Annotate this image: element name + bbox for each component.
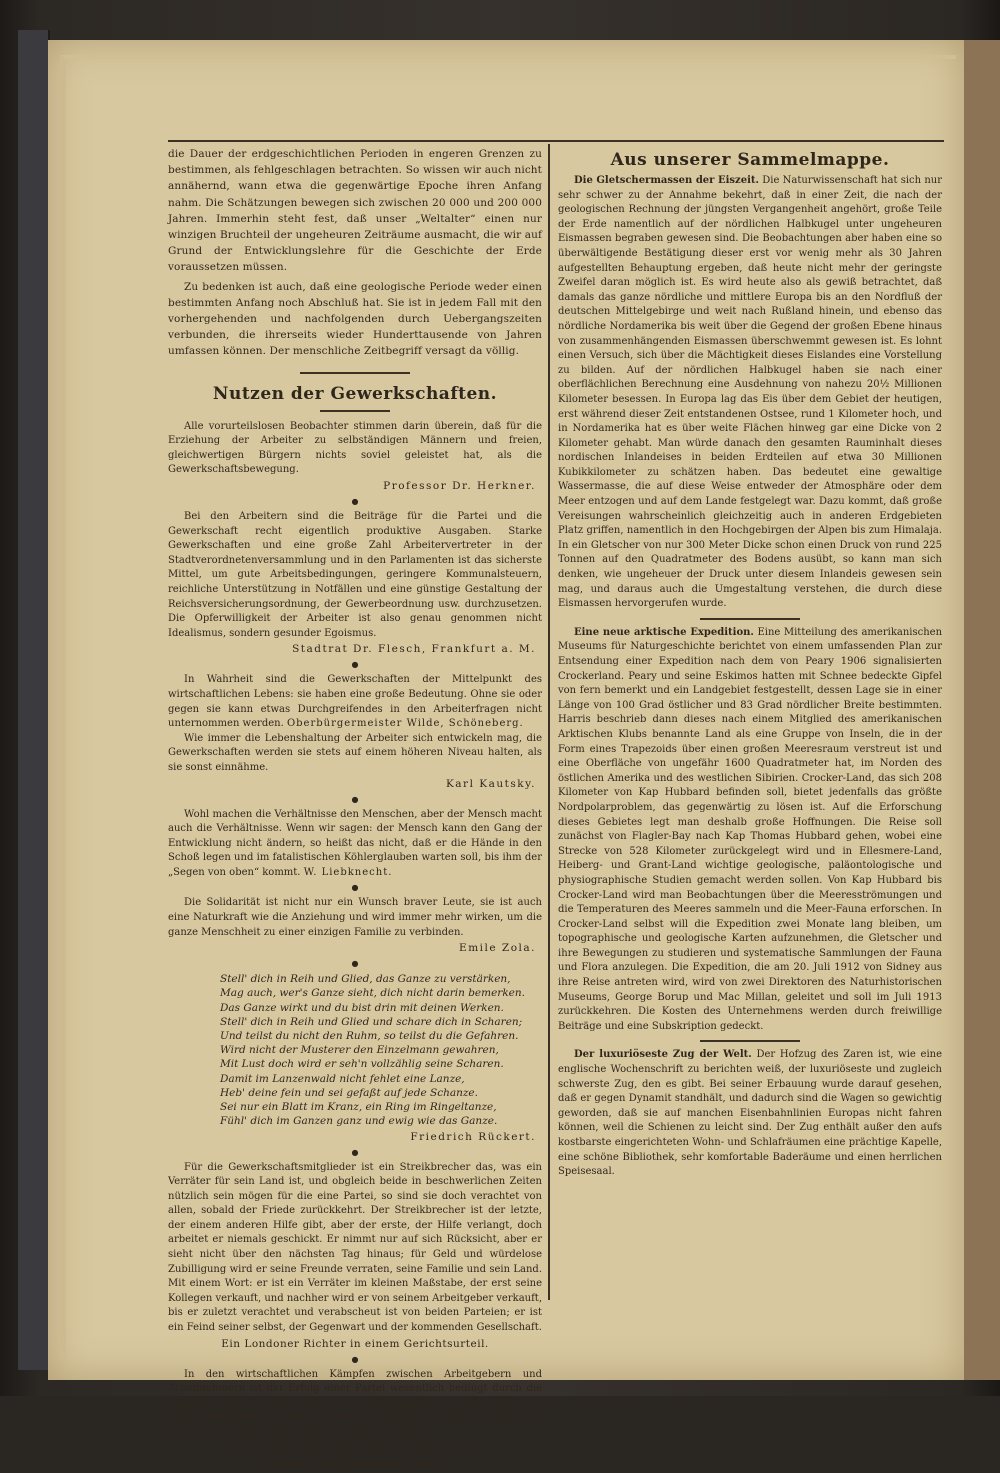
article-glaciers <box>558 174 942 612</box>
poem-line: Damit im Lanzenwald nicht fehlet eine Lanze, <box>220 1072 465 1085</box>
quote-liebknecht-author: W. Liebknecht. <box>303 866 393 878</box>
left-column <box>168 146 542 1473</box>
section-headline: Nutzen der Gewerkschaften. <box>212 383 498 404</box>
separator-dot: ● <box>351 1354 359 1364</box>
quote-zola-author: Emile Zola. <box>459 942 536 955</box>
intro-paragraph-2: Zu bedenken ist auch, daß eine geologische Periode weder einen bestimmten Anfang noch Abschluß hat. Sie ist in jedem Fall mit den vorhergehenden und nachfolgenden durch Uebergangszeiten verbunden, die ihrerseits wieder Hunderttausende von Jahren umfassen können. Der menschliche Zeitbegriff versagt da völlig. <box>168 280 542 358</box>
quote-liebknecht <box>168 808 542 881</box>
quote-liebknecht-text: Wohl machen die Verhältnisse den Menschen, aber der Mensch macht auch die Verhältnisse. Wenn wir sagen: der Mensch kann den Gang der Entwicklung nicht ändern, so heißt das nicht, daß er die Hände in den Schoß legen und im fatalistischen Köhlerglauben warten soll, bis ihm der „Segen von oben“ kommt. <box>168 808 542 878</box>
article-train-title: Der luxuriöseste Zug der Welt. <box>574 1049 752 1061</box>
separator-dot: ● <box>351 883 359 893</box>
separator-dot: ● <box>351 959 359 969</box>
poem-author: Friedrich Rückert. <box>410 1130 536 1143</box>
separator-dot: ● <box>351 794 359 804</box>
book-binding-left <box>18 30 50 1370</box>
article-glaciers-title: Die Gletschermassen der Eiszeit. <box>574 175 759 186</box>
quote-flesch-author: Stadtrat Dr. Flesch, Frankfurt a. M. <box>292 643 536 656</box>
quote-zola: Die Solidarität ist nicht nur ein Wunsch braver Leute, sie ist auch eine Naturkraft wie die Anziehung und wird immer mehr wirken, um die ganze Menschheit zu einer einzigen Familie zu verbinden. <box>168 897 542 938</box>
poem-line: Und teilst du nicht den Ruhm, so teilst du die Gefahren. <box>220 1030 519 1043</box>
article-glaciers-text: Die Naturwissenschaft hat sich nur sehr schwer zu der Annahme bekehrt, daß in einer Zeit, die nach der geologischen Rechnung der jüngsten Vergangenheit angehört, große Teile der Erde namentlich auf der nördlichen Halbkugel unter ungeheuren Eismassen begraben gewesen sind. Die Beobachtungen aber haben eine so überwältigende Bestätigung dieser erst vor wenig mehr als 30 Jahren aufgestellten Behauptung ergeben, daß heute nicht mehr der geringste Zweifel daran möglich ist. Es wird heute also als gewiß betrachtet, daß damals das ganze nördliche und mittlere Europa bis an den Nordfluß der deutschen Mittelgebirge und weit nach Rußland hinein, und ebenso das nördliche Nordamerika bis weit über die Gegend der großen Ebene hinaus von zusammenhängenden Eismassen überschwemmt gewesen ist. Es lohnt einen Versuch, sich über die Mächtigkeit dieses Eislandes eine Vorstellung zu bilden. Auf der nördlichen Halbkugel haben sie nach einer oberflächlichen Berechnung eine Ausdehnung von nahezu 20½ Millionen Kilometer besessen. In Europa lag das Eis über dem Gebiet der heutigen, erst während dieser Zeit entstandenen Ostsee, rund 1 Kilometer hoch, und in Nordamerika hat es über weite Flächen hinweg gar eine Dicke von 2 Kilometer gehabt. Man würde danach den gesamten Rauminhalt dieses nordischen Inlandeises in beiden Erdteilen auf etwa 30 Millionen Kubikkilometer zu schätzen haben. Das bedeutet eine gewaltige Wassermasse, die auf diese Weise entweder der Atmosphäre oder dem Meer entzogen und auf dem Lande festgelegt war. Dazu kommt, daß große Vereisungen wahrscheinlich gleichzeitig auch in anderen Erdgebieten Platz griffen, namentlich in den Hochgebirgen der Alpen bis zum Himalaja. In ein Gletscher von nur 300 Meter Dicke schon einen Druck von rund 225 Tonnen auf den Quadratmeter des Bodens ausübt, so kann man sich denken, wie ungeheuer der Druck unter diesem Inlandeis gewesen sein mag, und daraus auch die Umgestaltung verstehen, die durch diese Eismassen hervorgerufen wurde. <box>558 175 942 610</box>
poem-line: Sei nur ein Blatt im Kranz, ein Ring im Ringeltanze, <box>220 1101 497 1114</box>
quote-flesch: Bei den Arbeitern sind die Beiträge für die Partei und die Gewerkschaft recht eigentlich produktive Ausgaben. Starke Gewerkschaften und eine große Zahl Arbeitervertreter in der Stadtverordnetenversammlung und in den Parlamenten ist das sicherste Mittel, um gute Arbeitsbedingungen, geringere Kommunalsteuern, reichliche Unterstützung in Notfällen und eine günstige Gestaltung der Reichsversicherungsordnung, der Gewerbeordnung usw. durchzusetzen. Die Opferwilligkeit der Arbeiter ist also genau genommen nicht Idealismus, sondern gesunder Egoismus. <box>168 511 542 639</box>
article-expedition-title: Eine neue arktische Expedition. <box>574 626 754 638</box>
intro-paragraph-1: die Dauer der erdgeschichtlichen Perioden in engeren Grenzen zu bestimmen, als fehlgeschlagen betrachten. So wissen wir auch nicht annähernd, wann etwa die gegenwärtige Epoche ihren Anfang nahm. Die Schätzungen bewegen sich zwischen 20 000 und 200 000 Jahren. Immerhin steht fest, daß unser „Weltalter“ einen nur winzigen Bruchteil der ungeheuren Zeiträume ausmacht, die wir auf Grund der Entwicklungslehre für die Geschichte der Erde voraussetzen müssen. <box>168 148 542 274</box>
section-rule-under <box>320 410 390 412</box>
poem-line: Heb' deine fein und sei gefaßt auf jede Schanze. <box>220 1086 478 1099</box>
column-divider <box>548 144 550 1300</box>
article-train <box>558 1048 942 1179</box>
quote-wilde-text: In Wahrheit sind die Gewerkschaften der Mittelpunkt des wirtschaftlichen Lebens: sie haben eine große Bedeutung. Ohne sie oder gegen sie kann etwas Durchgreifendes in den Arbeiterfragen nicht unternommen werden. <box>168 674 542 730</box>
section-rule <box>300 372 410 374</box>
poem-line: Stell' dich in Reih und Glied und schare dich in Scharen; <box>220 1015 523 1028</box>
right-column <box>558 146 942 1180</box>
poem-line: Stell' dich in Reih und Glied, das Ganze zu verstärken, <box>220 973 511 986</box>
separator-dot: ● <box>351 497 359 507</box>
article-rule <box>700 618 800 620</box>
poem <box>168 972 542 1128</box>
article-rule <box>700 1040 800 1042</box>
book-binding-right <box>958 40 1000 1380</box>
poem-line: Mag auch, wer's Ganze sieht, dich nicht darin bemerken. <box>220 987 525 1000</box>
separator-dot: ● <box>351 1147 359 1157</box>
quote-wilde <box>168 673 542 731</box>
poem-line: Mit Lust doch wird er seh'n vollzählig seine Scharen. <box>220 1058 504 1071</box>
quote-kautsky: Wie immer die Lebenshaltung der Arbeiter sich entwickeln mag, die Gewerkschaften werden sie stets auf einem höheren Niveau halten, als sie sonst einnähme. <box>168 732 542 773</box>
article-expedition-text: Eine Mitteilung des amerikanischen Museums für Naturgeschichte berichtet von einem umfassenden Plan zur Entsendung einer Expedition nach dem von Peary 1906 signalisierten Crockerland. Peary und seine Eskimos hatten mit Schnee bedeckte Gipfel von fern bemerkt und ein Landgebiet festgestellt, dessen Lage sie in einer Länge von 100 Grad östlicher und 83 Grad nördlicher Breite bestimmten. Harris beschrieb dann dieses nach einem Mitglied des amerikanischen Arktischen Klubs benannte Land als eine Gruppe von Inseln, die in der Form eines Trapezoids über einen großen Meeresraum verstreut ist und eine Oberfläche von ungefähr 1600 Quadratmeter hat, im Norden des östlichen Amerika und des westlichen Sibirien. Crocker-Land, das sich 208 Kilometer von Kap Hubbard befinden soll, bietet jedenfalls das größte Nordpolarproblem, das gegenwärtig zu lösen ist. Auf die Erforschung dieses Gebietes legt man deshalb große Hoffnungen. Die Reise soll zunächst von Flagler-Bay nach Kap Thomas Hubbard gehen, wobei eine Strecke von 528 Kilometer zurückgelegt wird und in Ellesmere-Land, Heiberg- und Grant-Land wichtige geologische, paläontologische und physiographische Studien gemacht werden sollen. Von Kap Hubbard bis Crocker-Land wird man Beobachtungen über die Meeresströmungen und die Temperaturen des Meeres sammeln und die Meer-Fauna erforschen. In Crocker-Land selbst will die Expedition zwei Monate lang bleiben, um topographische und geologische Karten aufzunehmen, die Gletscher und ihre Bewegungen zu studieren und systematische Sammlungen der Fauna und Flora anzulegen. Die Expedition, die am 20. Juli 1912 von Sidney aus ihre Reise antreten wird, wird von zwei Direktoren des Naturhistorischen Museums, George Borup und Mac Millan, geleitet und soll im Juli 1913 zurückkehren. Die Kosten des Unternehmens werden durch freiwillige Beiträge und eine Subskription gedeckt. <box>558 626 943 1032</box>
quote-herkner-author: Professor Dr. Herkner. <box>383 480 536 493</box>
court-paragraph: In den wirtschaftlichen Kämpfen zwischen Arbeitgebern und Arbeitnehmern ist der Erfolg einer Partei wesentlich bedingt durch die Einigkeit und Geschlossenheit der Standesgenossen. Wer durch ein Sonderabkommen mit dem Gegner die Einigkeit zerstört, schädigt die Interessen seiner Standesgenossen aufs schwerste. <box>168 1368 542 1438</box>
poem-line: Wird nicht der Musterer den Einzelmann gewahren, <box>220 1044 499 1057</box>
quote-wilde-author: Oberbürgermeister Wilde, Schöneberg. <box>286 718 524 730</box>
poem-line: Das Ganze wirkt und du bist drin mit deinen Werken. <box>220 1001 504 1014</box>
strikebreaker-author: Ein Londoner Richter in einem Gerichtsurteil. <box>221 1337 489 1350</box>
top-rule <box>168 140 944 142</box>
article-expedition <box>558 626 942 1035</box>
separator-dot: ● <box>351 660 359 670</box>
quote-kautsky-author: Karl Kautsky. <box>445 777 536 790</box>
strikebreaker-paragraph: Für die Gewerkschaftsmitglieder ist ein Streikbrecher das, was ein Verräter für sein Land ist, und obgleich beide in beschwerlichen Zeiten nützlich sein mögen für die eine Partei, so sind sie doch verachtet von allen, sobald der Friede zurückkehrt. Der Streikbrecher ist der letzte, der einem anderen Hilfe gibt, aber der erste, der Hilfe verlangt, doch arbeitet er niemals geschickt. Er nimmt nur auf sich Rücksicht, aber er sieht nicht über den nächsten Tag hinaus; für Geld und würdelose Zubilligung wird er seine Freunde verraten, seine Familie und sein Land. Mit einem Wort: er ist ein Verräter im kleinen Maßstabe, der erst seine Kollegen verkauft, und nachher wird er von seinem Arbeitgeber verkauft, bis er zuletzt verachtet und verabscheut ist von beiden Parteien; er ist ein Feind seiner selbst, der Gegenwart und der kommenden Gesellschaft. <box>168 1161 542 1334</box>
article-train-text: Der Hofzug des Zaren ist, wie eine englische Wochenschrift zu berichten weiß, der luxuriöseste und zugleich schwerste Zug, den es gibt. Bei seiner Erbauung wurde darauf gesehen, daß er gegen Dynamit standhält, und dadurch sind die Wagen so gewichtig geworden, daß sie auf manchen Eisenbahnlinien Europas nicht fahren können, weil die Schienen zu leicht sind. Der Zug enthält außer den aufs kostbarste eingerichteten Wohn- und Schlafräumen eine prächtige Kapelle, eine schöne Bibliothek, sehr komfortable Baderäume und einen herrlichen Speisesaal. <box>558 1049 942 1178</box>
court-author: 6. Zivilsenat des deutschen Reichsgerichts. <box>228 1442 482 1455</box>
poem-line: Fühl' dich im Ganzen ganz und ewig wie das Ganze. <box>220 1115 498 1128</box>
collection-headline: Aus unserer Sammelmappe. <box>610 150 890 170</box>
court-date: Urteil vom 8. Februar 1909. <box>266 1458 444 1471</box>
quote-herkner: Alle vorurteilslosen Beobachter stimmen darin überein, daß für die Erziehung der Arbeiter zu selbständigen Männern und freien, gleichwertigen Bürgern nichts soviel geleistet hat, als die Gewerkschaftsbewegung. <box>168 420 542 476</box>
